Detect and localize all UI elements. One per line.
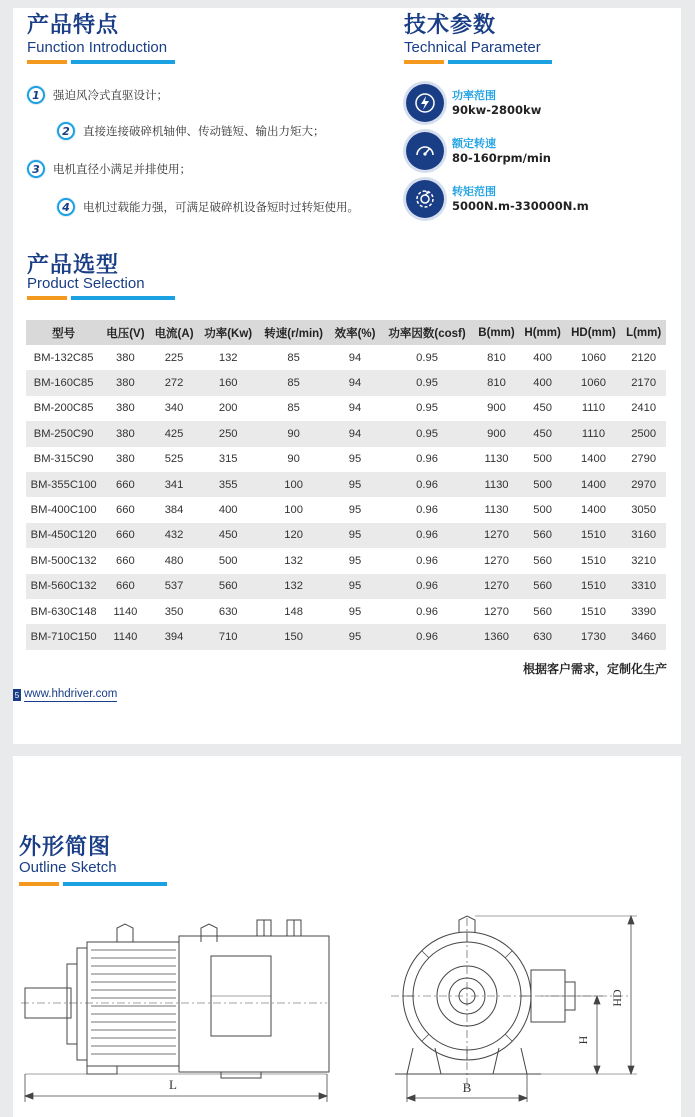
table-cell: 630 — [218, 605, 238, 618]
table-cell: 0.95 — [381, 370, 474, 395]
table-row — [26, 599, 666, 624]
table-cell: 537 — [150, 574, 199, 599]
table-cell: 1510 — [566, 523, 622, 548]
feature-item — [27, 86, 168, 104]
table-header-cell: 功率(Kw) — [199, 320, 258, 345]
table-cell: BM-132C85 — [33, 351, 94, 364]
technical-subtitle: Technical Parameter — [404, 39, 541, 56]
speed-gauge-icon — [406, 132, 444, 170]
table-cell: 380 — [116, 351, 135, 364]
table-cell: 250 — [199, 421, 258, 446]
table-cell: 500 — [218, 554, 238, 567]
table-row — [26, 548, 666, 573]
number-badge-icon: 1 — [27, 86, 45, 104]
table-cell: 0.95 — [416, 351, 438, 364]
table-header-cell: 型号 — [26, 320, 101, 345]
table-cell: BM-355C100 — [26, 472, 101, 497]
feature-text: 直接连接破碎机轴伸、传动链短、输出力矩大； — [83, 124, 325, 138]
table-cell: 710 — [199, 624, 258, 649]
table-cell: 225 — [164, 351, 184, 364]
table-cell: 432 — [150, 523, 199, 548]
technical-title: 技术参数 — [404, 13, 497, 38]
table-cell: 1110 — [581, 402, 606, 415]
table-cell: 1130 — [473, 472, 519, 497]
table-cell: 95 — [329, 523, 380, 548]
table-cell: 0.96 — [381, 523, 474, 548]
feature-item — [57, 122, 325, 140]
number-badge-icon: 3 — [27, 160, 45, 178]
table-row — [26, 396, 666, 421]
outline-page — [13, 756, 681, 1117]
table-cell: 0.96 — [416, 554, 438, 567]
table-cell: 1140 — [101, 624, 149, 649]
dimension-label-l: L — [169, 1077, 177, 1092]
table-cell: 400 — [533, 351, 552, 364]
table-cell: 1400 — [566, 472, 622, 497]
table-cell: 660 — [101, 472, 149, 497]
table-cell: 120 — [258, 523, 330, 548]
table-cell: 1270 — [473, 574, 519, 599]
table-row — [26, 421, 666, 446]
table-cell: 0.96 — [381, 624, 474, 649]
number-badge-icon: 2 — [57, 122, 75, 140]
dimension-label-h: H — [576, 1035, 590, 1045]
table-cell: 2410 — [631, 402, 657, 415]
table-cell: 380 — [101, 421, 149, 446]
table-cell: 148 — [284, 605, 303, 618]
table-cell: 3210 — [631, 554, 657, 567]
table-cell: 1270 — [484, 554, 509, 567]
table-cell: 1270 — [473, 523, 519, 548]
table-cell: 3160 — [621, 523, 666, 548]
page-number: 5 — [14, 690, 20, 700]
table-cell: 560 — [520, 523, 566, 548]
param-value: 5000N.m-330000N.m — [452, 198, 589, 213]
param-label: 转矩范围 — [452, 184, 496, 198]
param-power — [406, 84, 541, 122]
table-cell: BM-500C132 — [30, 554, 97, 567]
table-cell: 94 — [329, 370, 380, 395]
table-cell: 0.96 — [416, 453, 438, 466]
table-cell: 94 — [348, 351, 362, 364]
table-cell: 355 — [199, 472, 258, 497]
selection-subtitle: Product Selection — [27, 275, 145, 292]
table-cell: 2790 — [631, 453, 657, 466]
table-cell: BM-630C148 — [30, 605, 97, 618]
selection-title: 产品选型 — [27, 253, 120, 278]
table-cell: 160 — [199, 370, 258, 395]
table-row — [26, 472, 666, 497]
table-cell: 500 — [533, 504, 552, 517]
table-cell: 272 — [150, 370, 199, 395]
selection-underline — [27, 296, 175, 300]
spec-page — [13, 8, 681, 744]
table-row — [26, 624, 666, 649]
dimension-label-hd: HD — [610, 989, 624, 1007]
table-cell: 350 — [164, 605, 184, 618]
table-cell: 525 — [164, 453, 184, 466]
table-row — [26, 523, 666, 548]
table-cell: 380 — [116, 453, 135, 466]
function-title: 产品特点 — [27, 13, 120, 38]
table-cell: 1510 — [566, 574, 622, 599]
table-cell: 900 — [487, 402, 506, 415]
table-cell: 100 — [258, 472, 330, 497]
outline-underline — [19, 882, 167, 886]
table-cell: 0.95 — [381, 421, 474, 446]
function-underline — [27, 60, 175, 64]
table-cell: BM-315C90 — [33, 453, 94, 466]
lightning-icon — [406, 84, 444, 122]
table-cell: 380 — [116, 402, 135, 415]
table-cell: 3390 — [631, 605, 657, 618]
table-cell: 3460 — [621, 624, 666, 649]
torque-icon — [406, 180, 444, 218]
table-cell: 500 — [533, 453, 552, 466]
table-cell: 132 — [284, 554, 303, 567]
table-cell: 560 — [520, 574, 566, 599]
table-cell: 200 — [218, 402, 238, 415]
table-cell: 0.96 — [381, 472, 474, 497]
table-cell: 1060 — [581, 351, 606, 364]
table-cell: 400 — [520, 370, 566, 395]
table-cell: 132 — [258, 574, 330, 599]
table-cell: 450 — [520, 421, 566, 446]
table-cell: 90 — [287, 453, 300, 466]
motor-front-view-drawing — [391, 908, 641, 1108]
feature-text: 电机直径小满足并排使用； — [53, 162, 191, 176]
table-cell: 1360 — [473, 624, 519, 649]
table-cell: 85 — [287, 402, 300, 415]
selection-table — [26, 320, 666, 650]
table-cell: 660 — [101, 523, 149, 548]
table-row — [26, 447, 666, 472]
table-cell: 1510 — [581, 554, 606, 567]
param-speed — [406, 132, 551, 170]
table-cell: 85 — [287, 351, 300, 364]
table-cell: BM-250C90 — [26, 421, 101, 446]
table-cell: BM-400C100 — [30, 504, 97, 517]
dimension-label-b: B — [462, 1080, 472, 1095]
table-header-cell: 电流(A) — [150, 320, 199, 345]
website-link[interactable]: www.hhdriver.com — [24, 688, 118, 700]
table-cell: 810 — [487, 351, 506, 364]
table-cell: 810 — [473, 370, 519, 395]
table-cell: 1110 — [566, 421, 622, 446]
table-cell: 1130 — [484, 453, 509, 466]
table-cell: 560 — [199, 574, 258, 599]
table-cell: 95 — [348, 554, 362, 567]
table-cell: 660 — [116, 504, 135, 517]
table-cell: 384 — [164, 504, 184, 517]
table-cell: 3310 — [621, 574, 666, 599]
table-cell: 0.96 — [381, 574, 474, 599]
table-cell: 560 — [533, 554, 552, 567]
motor-side-view-drawing — [21, 906, 333, 1106]
table-row — [26, 574, 666, 599]
param-label: 额定转速 — [452, 136, 496, 150]
table-cell: 480 — [164, 554, 184, 567]
table-header-cell: 效率(%) — [329, 320, 380, 345]
table-cell: 95 — [348, 504, 362, 517]
number-badge-icon: 4 — [57, 198, 75, 216]
table-cell: 2170 — [621, 370, 666, 395]
table-cell: 95 — [329, 624, 380, 649]
table-header-row — [26, 320, 666, 345]
table-header-cell: B(mm) — [473, 320, 519, 345]
param-label: 功率范围 — [452, 88, 496, 102]
table-cell: BM-560C132 — [26, 574, 101, 599]
table-cell: 394 — [150, 624, 199, 649]
outline-subtitle: Outline Sketch — [19, 859, 117, 876]
table-row — [26, 497, 666, 522]
table-header-cell: 转速(r/min) — [258, 320, 330, 345]
feature-item — [57, 198, 359, 216]
table-cell: 94 — [329, 421, 380, 446]
table-cell: 315 — [218, 453, 238, 466]
table-header-cell: L(mm) — [621, 320, 666, 345]
feature-text: 电机过载能力强，可满足破碎机设备短时过转矩使用。 — [83, 200, 359, 214]
table-header-cell: 电压(V) — [101, 320, 149, 345]
table-cell: 425 — [150, 421, 199, 446]
table-cell: 150 — [258, 624, 330, 649]
table-cell: 1270 — [484, 605, 509, 618]
table-cell: 380 — [101, 370, 149, 395]
table-cell: 660 — [101, 574, 149, 599]
function-subtitle: Function Introduction — [27, 39, 168, 56]
table-cell: 400 — [218, 504, 238, 517]
table-cell: 1400 — [581, 504, 606, 517]
table-cell: BM-710C150 — [26, 624, 101, 649]
table-cell: 560 — [533, 605, 552, 618]
table-header-cell: HD(mm) — [566, 320, 622, 345]
table-cell: 85 — [258, 370, 330, 395]
table-cell: 450 — [533, 402, 552, 415]
table-cell: 660 — [116, 554, 135, 567]
footer — [13, 688, 117, 702]
table-cell: 95 — [348, 453, 362, 466]
table-row — [26, 345, 666, 370]
table-cell: 0.96 — [416, 504, 438, 517]
table-header-cell: H(mm) — [520, 320, 566, 345]
param-value: 80-160rpm/min — [452, 150, 551, 165]
param-torque — [406, 180, 589, 218]
table-cell: 0.96 — [416, 605, 438, 618]
table-header-cell: 功率因数(cosf) — [381, 320, 474, 345]
table-cell: 1730 — [566, 624, 622, 649]
feature-item — [27, 160, 191, 178]
table-cell: 95 — [348, 605, 362, 618]
table-cell: 1060 — [566, 370, 622, 395]
table-row — [26, 370, 666, 395]
table-cell: 450 — [199, 523, 258, 548]
table-cell: 95 — [329, 574, 380, 599]
table-cell: 3050 — [631, 504, 657, 517]
table-cell: 1130 — [484, 504, 509, 517]
table-cell: BM-200C85 — [33, 402, 94, 415]
table-cell: 95 — [329, 472, 380, 497]
table-cell: 94 — [348, 402, 362, 415]
table-cell: 2120 — [631, 351, 657, 364]
table-cell: 100 — [284, 504, 303, 517]
table-cell: BM-450C120 — [26, 523, 101, 548]
table-cell: 1400 — [581, 453, 606, 466]
table-cell: 0.95 — [416, 402, 438, 415]
table-cell: 500 — [520, 472, 566, 497]
feature-text: 强迫风冷式直驱设计； — [53, 88, 168, 102]
table-cell: 132 — [218, 351, 238, 364]
technical-underline — [404, 60, 552, 64]
table-cell: 2500 — [621, 421, 666, 446]
table-cell: 630 — [520, 624, 566, 649]
outline-title: 外形简图 — [19, 835, 112, 860]
table-cell: 2970 — [621, 472, 666, 497]
table-cell: 340 — [164, 402, 184, 415]
param-value: 90kw-2800kw — [452, 102, 542, 117]
table-cell: 900 — [473, 421, 519, 446]
table-cell: 1510 — [581, 605, 606, 618]
table-cell: 1140 — [113, 605, 138, 618]
custom-note: 根据客户需求，定制化生产 — [522, 662, 667, 676]
table-cell: 341 — [150, 472, 199, 497]
table-body — [26, 345, 666, 650]
table-cell: BM-160C85 — [26, 370, 101, 395]
table-cell: 90 — [258, 421, 330, 446]
